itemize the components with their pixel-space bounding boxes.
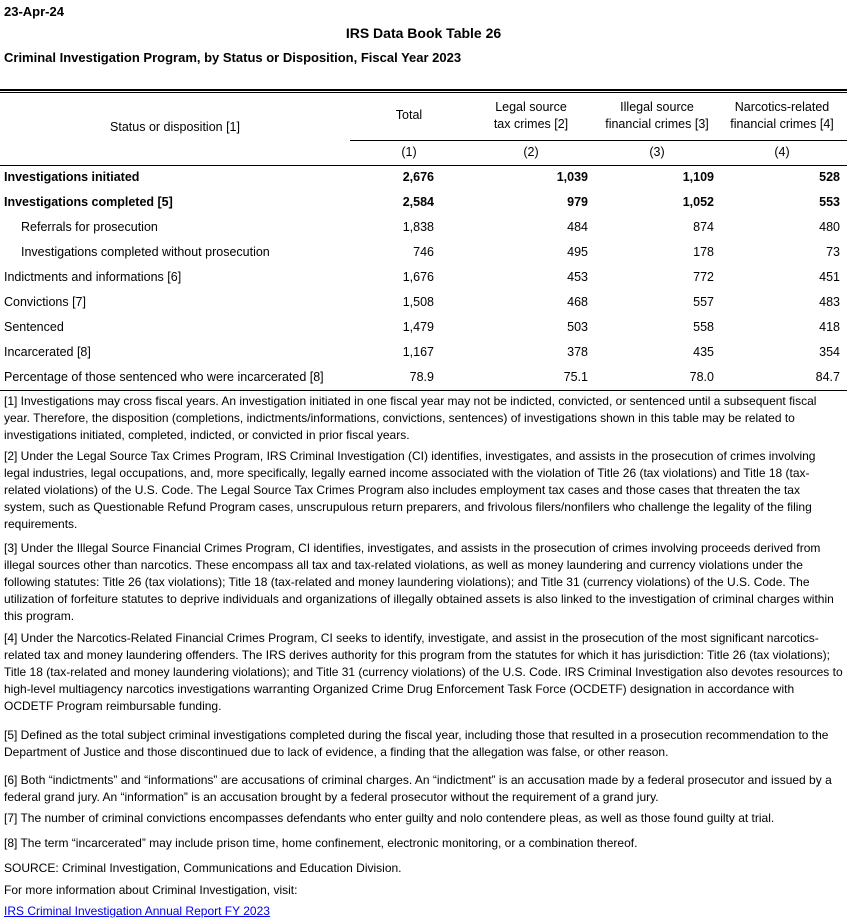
cell-total: 2,676 — [402, 170, 434, 184]
column-header-line: Legal source — [495, 100, 567, 114]
cell-illegal: 772 — [693, 270, 714, 284]
cell-legal: 378 — [567, 345, 588, 359]
row-label: Percentage of those sentenced who were incarcerated [8] — [4, 370, 324, 384]
release-date: 23-Apr-24 — [4, 4, 64, 19]
column-header-narcotics-related — [720, 99, 844, 133]
cell-illegal: 1,052 — [682, 195, 714, 209]
header-rule — [350, 140, 847, 141]
row-label: Incarcerated [8] — [4, 345, 91, 359]
column-header-line: Illegal source — [620, 100, 694, 114]
annual-report-link-container — [4, 903, 844, 920]
row-label: Investigations initiated — [4, 170, 140, 184]
cell-legal: 75.1 — [563, 370, 588, 384]
column-number-2: (2) — [523, 145, 539, 159]
column-header-status: Status or disposition [1] — [110, 120, 240, 134]
cell-illegal: 557 — [693, 295, 714, 309]
cell-total: 1,167 — [402, 345, 434, 359]
column-header-line: Narcotics-related — [734, 100, 830, 114]
cell-legal: 495 — [567, 245, 588, 259]
cell-illegal: 558 — [693, 320, 714, 334]
row-label: Investigations completed [5] — [4, 195, 173, 209]
cell-illegal: 874 — [693, 220, 714, 234]
cell-total: 1,479 — [402, 320, 434, 334]
column-header-line: tax crimes [2] — [493, 117, 569, 131]
cell-illegal: 178 — [693, 245, 714, 259]
cell-total: 746 — [413, 245, 434, 259]
row-label: Referrals for prosecution — [21, 220, 158, 234]
column-header-total: Total — [395, 108, 423, 122]
table-row — [0, 291, 847, 316]
cell-narcotics: 354 — [819, 345, 840, 359]
row-label: Sentenced — [4, 320, 64, 334]
cell-narcotics: 418 — [819, 320, 840, 334]
cell-legal: 979 — [567, 195, 588, 209]
cell-narcotics: 528 — [819, 170, 840, 184]
cell-illegal: 1,109 — [682, 170, 714, 184]
cell-legal: 503 — [567, 320, 588, 334]
footnote-7: [7] The number of criminal convictions encompasses defendants who enter guilty and nolo contendere pleas, as well as those found guilty at trial. — [4, 811, 775, 825]
row-label: Convictions [7] — [4, 295, 86, 309]
top-double-rule — [0, 89, 847, 93]
table-row — [0, 341, 847, 366]
cell-narcotics: 84.7 — [815, 370, 840, 384]
footnote-4: [4] Under the Narcotics-Related Financial Crimes Program, CI seeks to identify, investigate, and assist in the prosecution of the most significant narcotics-related tax and money laundering offenders. The IRS derives authority for this program from the statutes for which it has jurisdiction: Title 26 (tax violations); Title 18 (tax-related and money laundering violations); and Title 31 (currency violations) of the U.S. Code. IRS Criminal Investigation also devotes resources to high-level multiagency narcotics investigations warranting Organized Crime Drug Enforcement Task Force (OCDETF) designation in accordance with OCDETF Program reimbursable funding. — [4, 631, 843, 713]
more-info-text: For more information about Criminal Investigation, visit: — [4, 883, 298, 897]
column-number-3: (3) — [649, 145, 665, 159]
cell-legal: 484 — [567, 220, 588, 234]
cell-legal: 468 — [567, 295, 588, 309]
cell-total: 1,838 — [402, 220, 434, 234]
footnote-1: [1] Investigations may cross fiscal years. An investigation initiated in one fiscal year may not be indicted, convicted, or sentenced until a subsequent fiscal year. Therefore, the disposition (completions, indictments/informations, convictions, sentences) of investigations shown in this table may be related to investigations initiated, completed, indicted, or convicted in prior fiscal years. — [4, 394, 817, 442]
row-label: Indictments and informations [6] — [4, 270, 182, 284]
footnote-5: [5] Defined as the total subject criminal investigations completed during the fiscal year, including those that resulted in a prosecution recommendation to the Department of Justice and those discontinued due to lack of evidence, a finding that the allegation was false, or other reason. — [4, 728, 829, 759]
cell-narcotics: 73 — [826, 245, 840, 259]
table-bottom-rule — [0, 390, 847, 391]
annual-report-link[interactable]: IRS Criminal Investigation Annual Report FY 2023 — [4, 904, 270, 918]
column-header-line: financial crimes [3] — [605, 117, 709, 131]
cell-total: 1,508 — [402, 295, 434, 309]
footnote-6: [6] Both “indictments” and “informations” are accusations of criminal charges. An “indictment” is an accusation made by a federal prosecutor and issued by a federal grand jury. An “information” is an accusation brought by a federal prosecutor without the requirement of a grand jury. — [4, 773, 832, 804]
column-header-line: financial crimes [4] — [730, 117, 834, 131]
cell-total: 1,676 — [402, 270, 434, 284]
table-row — [0, 266, 847, 291]
table-row — [0, 366, 847, 391]
cell-narcotics: 553 — [819, 195, 840, 209]
table-row — [0, 216, 847, 241]
table-row — [0, 241, 847, 266]
column-number-4: (4) — [774, 145, 790, 159]
cell-illegal: 78.0 — [689, 370, 714, 384]
table-subtitle: Criminal Investigation Program, by Status or Disposition, Fiscal Year 2023 — [4, 50, 462, 65]
cell-total: 2,584 — [402, 195, 434, 209]
cell-narcotics: 451 — [819, 270, 840, 284]
column-header-illegal-source — [594, 99, 720, 133]
cell-legal: 1,039 — [556, 170, 588, 184]
cell-total: 78.9 — [409, 370, 434, 384]
cell-narcotics: 483 — [819, 295, 840, 309]
source-note: SOURCE: Criminal Investigation, Communications and Education Division. — [4, 861, 402, 875]
table-row — [0, 316, 847, 341]
footnote-3: [3] Under the Illegal Source Financial Crimes Program, CI identifies, investigates, and assists in the prosecution of crimes involving proceeds derived from illegal sources other than narcotics. These encompass all tax and tax-related violations, as well as money laundering and currency violations under the following statutes: Title 26 (tax violations); Title 18 (tax-related and money laundering violations); and Title 31 (currency violations) of the U.S. Code. The utilization of forfeiture statutes to deprive individuals and organizations of illegally obtained assets is also linked to the investigation of criminal charges within this program. — [4, 541, 834, 623]
footnote-8: [8] The term “incarcerated” may include prison time, home confinement, electronic monitoring, or a combination thereof. — [4, 836, 638, 850]
cell-illegal: 435 — [693, 345, 714, 359]
column-number-1: (1) — [401, 145, 417, 159]
footnote-2: [2] Under the Legal Source Tax Crimes Program, IRS Criminal Investigation (CI) identifies, investigates, and assists in the prosecution of crimes involving legal industries, legal occupations, and, more specifically, legally earned income associated with the violation of Title 26 (tax violations) and Title 18 (tax-related violations) of the U.S. Code. The Legal Source Tax Crimes Program also includes employment tax cases and those cases that threaten the tax system, such as Questionable Refund Program cases, unscrupulous return preparers, and frivolous filers/nonfilers who challenge the legality of the filing requirements. — [4, 449, 816, 531]
cell-narcotics: 480 — [819, 220, 840, 234]
table-title: IRS Data Book Table 26 — [345, 25, 502, 41]
column-header-legal-source — [468, 99, 594, 133]
cell-legal: 453 — [567, 270, 588, 284]
table-row — [0, 191, 847, 216]
table-row — [0, 166, 847, 191]
row-label: Investigations completed without prosecution — [21, 245, 270, 259]
